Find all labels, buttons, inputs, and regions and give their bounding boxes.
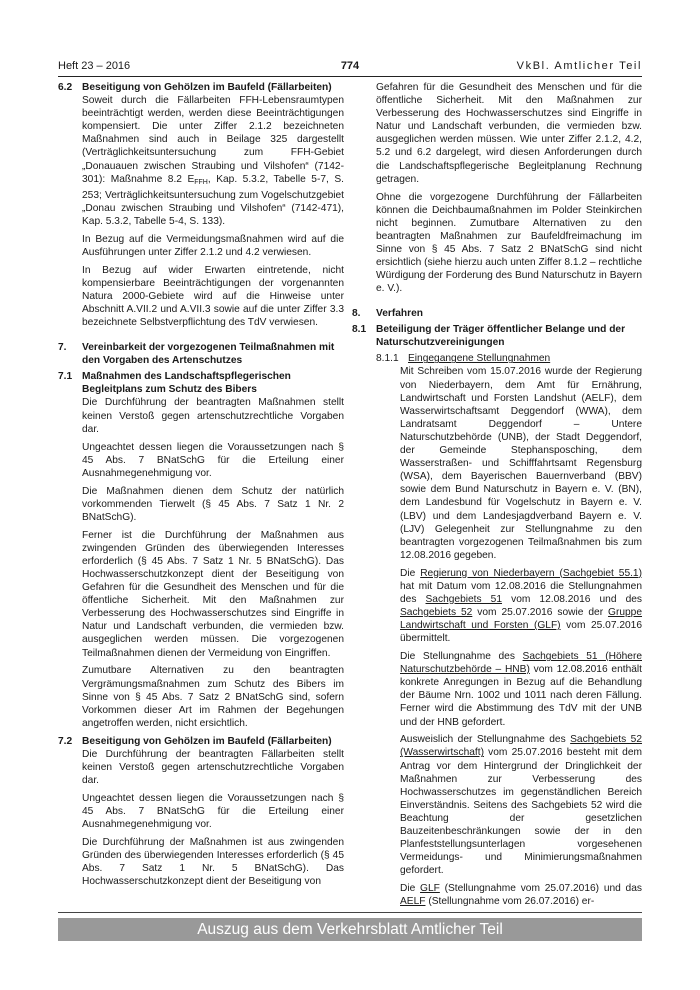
issue-label: Heft 23 – 2016 xyxy=(58,60,131,72)
section-number: 7.2 xyxy=(58,735,73,747)
section-6-2-heading xyxy=(58,81,344,94)
section-number: 7.1 xyxy=(58,371,73,383)
paragraph: Ungeachtet dessen liegen die Voraussetzungen nach § 45 Abs. 7 BNatSchG für die Erteilung einer Ausnahmegenehmigung vor. xyxy=(82,792,344,831)
paragraph: Gefahren für die Gesundheit des Menschen und für die öffentliche Sicherheit. Mit den Maßnahmen zur Verbesserung des Hochwasserschutzes sind Eingriffe in Natur und Landschaft verbunden, die vermieden bzw. ausgeglichen werden müssen. Wie unter Ziffer 2.1.2, 4.2, 5.2 und 6.2 dargelegt, wird diesen Anforderungen durch die Landschaftspflegerische Begleitplanung Rechnung getragen. xyxy=(376,82,642,185)
paragraph: Die Regierung von Niederbayern (Sachgebiet 55.1) hat mit Datum vom 12.08.2016 die Stellungnahmen des Sachgebiets 51 vom 12.08.2016 und des Sachgebiets 52 vom 25.07.2016 sowie der Gruppe Landwirtschaft und Forsten (GLF) vom 25.07.2016 übermittelt. xyxy=(400,567,643,645)
paragraph: In Bezug auf wider Erwarten eintretende, nicht kompensierbare Beeinträchtigungen der vorgenannten Natura 2000-Gebiete wird auf die Hinweise unter Abschnitt A.VII.2 und A.VII.3 sowie auf die unter Ziffer 3.3 bezeichnete Selbstverpflichtung des TdV verwiesen. xyxy=(82,264,344,329)
paragraph: Zumutbare Alternativen zu den beantragten Vergrämungsmaßnahmen zum Schutz des Bibers im Sinne von § 45 Abs. 7 Satz 2 BNatSchG sind, sofern Vorkommen dieser Art im Rahmen der Begehungen angetroffen werden, nicht ersichtlich. xyxy=(82,665,344,729)
paragraph: Die Durchführung der Maßnahmen ist aus zwingenden Gründen des überwiegenden Interesses erforderlich (§ 45 Abs. 7 Satz 1 Nr. 5 BNatSchG). Das Hochwasserschutzkonzept dient der Beseitigung von xyxy=(82,836,344,888)
section-7-2-heading xyxy=(58,735,344,748)
section-title: Beteiligung der Träger öffentlicher Belange und der Naturschutzvereinigungen xyxy=(376,324,626,349)
section-title: Maßnahmen des Landschaftspflegerischen Begleitplans zum Schutz des Bibers xyxy=(82,371,291,396)
footer-rule xyxy=(58,912,642,913)
left-column xyxy=(58,81,344,893)
section-number: 8.1 xyxy=(352,324,367,336)
section-number: 7. xyxy=(58,342,67,354)
paragraph: Die Durchführung der beantragten Fällarbeiten stellt keinen Verstoß gegen artenschutzrechtliche Vorgaben dar. xyxy=(82,748,344,786)
section-title: Eingegangene Stellungnahmen xyxy=(408,353,551,365)
section-8-1-heading xyxy=(352,323,642,349)
section-title: Beseitigung von Gehölzen im Baufeld (Fällarbeiten) xyxy=(82,82,332,93)
paragraph: Ferner ist die Durchführung der Maßnahmen aus zwingenden Gründen des überwiegenden Interesses erforderlich (§ 45 Abs. 7 Satz 1 Nr. 5 BNatSchG). Das Hochwasserschutzkonzept dient der Beseitigung von Gefahren für die Gesundheit des Menschen und für die öffentliche Sicherheit. Mit den Maßnahmen zur Verbesserung des Hochwasserschutzes sind Eingriffe in Natur und Landschaft verbunden, die vermieden bzw. ausgeglichen werden müssen. Die vorgezogenen Teilmaßnahmen dienen der Vermeidung von Eingriffen. xyxy=(82,529,344,659)
paragraph: Die Stellungnahme des Sachgebiets 51 (Höhere Naturschutzbehörde – HNB) vom 12.08.2016 enthält konkrete Anregungen in Bezug auf die Behandlung der Bäume Nrn. 1002 und 1011 nach deren Fällung. Ferner wird die Abstimmung des TdV mit der UNB und der HNB gefordert. xyxy=(400,651,642,728)
paragraph: In Bezug auf die Vermeidungsmaßnahmen wird auf die Ausführungen unter Ziffer 2.1.2 und 4.2 verwiesen. xyxy=(82,233,344,258)
section-title: Verfahren xyxy=(376,308,423,320)
section-title: Beseitigung von Gehölzen im Baufeld (Fällarbeiten) xyxy=(82,735,332,747)
paragraph: Die GLF (Stellungnahme vom 25.07.2016) und das AELF (Stellungnahme vom 26.07.2016) er- xyxy=(400,883,642,908)
footer-banner: Auszug aus dem Verkehrsblatt Amtlicher Teil xyxy=(58,918,642,941)
section-number: 8. xyxy=(352,308,361,320)
header-rule xyxy=(58,76,642,77)
section-7-1-heading xyxy=(58,370,344,396)
paragraph: Die Durchführung der beantragten Maßnahmen stellt keinen Verstoß gegen artenschutzrechtliche Vorgaben dar. xyxy=(82,397,344,435)
section-number: 8.1.1 xyxy=(376,353,399,365)
page-header xyxy=(58,60,642,76)
page-number: 774 xyxy=(340,60,360,72)
section-title: Vereinbarkeit der vorgezogenen Teilmaßnahmen mit den Vorgaben des Artenschutzes xyxy=(82,342,335,367)
journal-title: VkBl. Amtlicher Teil xyxy=(516,60,642,72)
paragraph: Mit Schreiben vom 15.07.2016 wurde der Regierung von Niederbayern, dem Amt für Ernährung, Landwirtschaft und Forsten Landshut (AELF), dem Wasserwirtschaftsamt Deggendorf (WWA), dem Landratsamt Deggendorf – Untere Naturschutzbehörde (UNB), der Stadt Deggendorf, der Gemeinde Stephansposching, dem Wasserstraßen- und Schifffahrtsamt Regensburg (WSA), dem Bayerischen Bauernverband (BBV) sowie dem Bund Naturschutz in Bayern e. V. (BN), dem Landesbund für Vogelschutz in Bayern e. V. (LBV) und dem Landesjagdverband Bayern e. V. (LJV) Gelegenheit zur Stellungnahme zu den beantragten vorgezogenen Teilmaßnahmen bis zum 12.08.2016 gegeben. xyxy=(400,366,642,561)
paragraph: Die Maßnahmen dienen dem Schutz der natürlich vorkommenden Tierwelt (§ 45 Abs. 7 Satz 1 Nr. 2 BNatSchG). xyxy=(82,485,344,523)
section-8-1-1-heading xyxy=(376,352,642,365)
paragraph: Ausweislich der Stellungnahme des Sachgebiets 52 (Wasserwirtschaft) vom 25.07.2016 besteht mit dem Antrag vor dem Hintergrund der Dringlichkeit der Maßnahmen zur Verbesserung des Hochwasserschutzes im gegenständlichen Bereich Einverständnis. Seitens des Sachgebiets 52 wird die Beachtung der gesetzlichen Bauzeitenbeschränkungen sowie der in den Planfeststellungsunterlagen vorgesehenen Vermeidungs- und Minimierungsmaßnahmen gefordert. xyxy=(400,734,642,877)
right-column xyxy=(352,81,642,913)
paragraph: Ohne die vorgezogene Durchführung der Fällarbeiten können die Deichbaumaßnahmen im Polder Steinkirchen nicht beginnen. Zumutbare Alternativen zu den beantragten Maßnahmen zur Baufeldfreimachung im Sinne von § 45 Abs. 7 Satz 2 BNatSchG sind nicht ersichtlich (siehe hierzu auch unten Ziffer 8.1.2 – rechtliche Würdigung der Forderung des Bund Naturschutz in Bayern e. V.). xyxy=(376,191,642,295)
paragraph: Soweit durch die Fällarbeiten FFH-Lebensraumtypen beeinträchtigt werden, werden diese Beeinträchtigungen kompensiert. Die unter Ziffer 2.1.2 bezeichneten Maßnahmen sind auch in Beilage 325 dargestellt (Verträglichkeitsuntersuchung zum FFH-Gebiet „Donauauen zwischen Straubing und Vilshofen“ (7142-301): Maßnahme 8.2 EFFH, Kap. 5.3.2, Tabelle 5-7, S. 253; Verträglichkeitsuntersuchung zum Vogelschutzgebiet „Donau zwischen Straubing und Vilshofen“ (7142-471), Kap. 5.3.2, Tabelle 5-4, S. 133). xyxy=(82,95,344,227)
paragraph: Ungeachtet dessen liegen die Voraussetzungen nach § 45 Abs. 7 BNatSchG für die Erteilung einer Ausnahmegenehmigung vor. xyxy=(82,441,344,479)
section-7-heading xyxy=(58,341,344,367)
section-8-heading xyxy=(352,307,642,320)
section-number: 6.2 xyxy=(58,82,73,93)
